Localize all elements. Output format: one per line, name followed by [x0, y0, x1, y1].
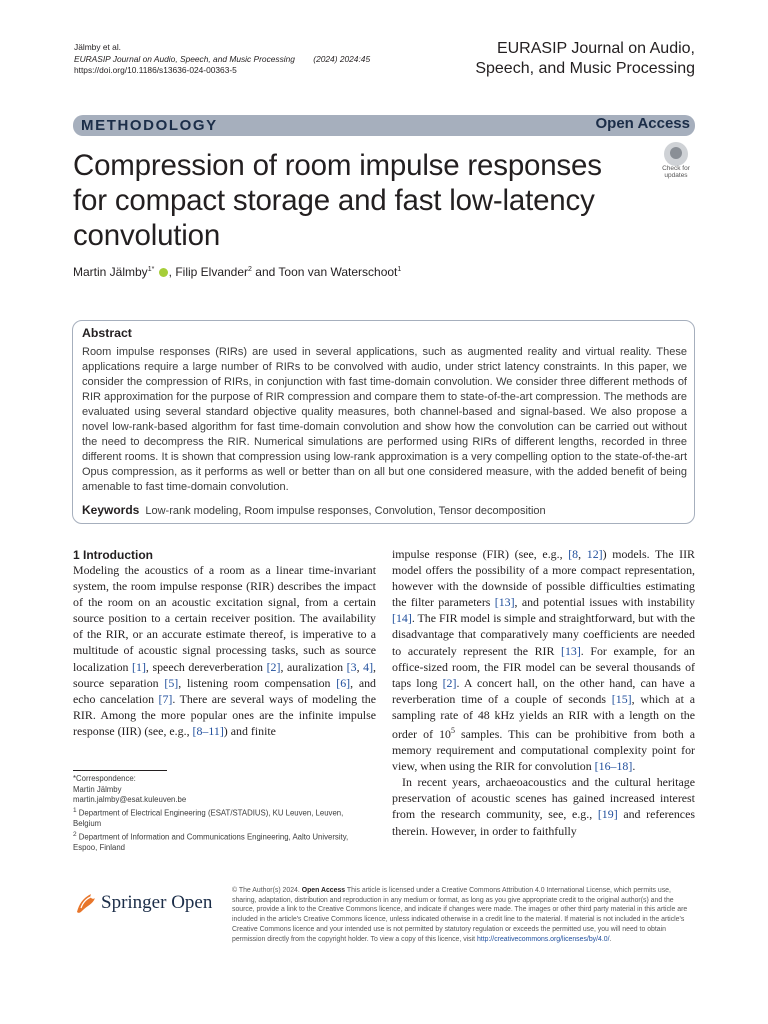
citation-link[interactable]: [13] [560, 643, 581, 658]
author-affiliation-sup: 2 [248, 266, 252, 273]
check-updates-line1: Check for [662, 165, 690, 172]
citation-link[interactable]: 4] [363, 659, 374, 674]
affiliation-text: Department of Electrical Engineering (ESAT/STADIUS), KU Leuven, Leuven, Belgium [73, 808, 344, 828]
article-type: METHODOLOGY [81, 117, 218, 134]
author-affiliation-sup: 1* [147, 266, 155, 273]
citation-link[interactable]: [13] [494, 595, 515, 610]
citation-link[interactable]: [2] [442, 675, 457, 690]
license-link[interactable]: http://creativecommons.org/licenses/by/4.0/ [476, 935, 610, 943]
author-name[interactable]: Filip Elvander [175, 265, 249, 279]
correspondence-email[interactable]: martin.jalmby@esat.kuleuven.be [73, 795, 187, 805]
citation-link[interactable]: [3 [346, 659, 357, 674]
article-title: Compression of room impulse responses for compact storage and fast low-latency convolution [73, 149, 602, 252]
license-end: . [609, 935, 612, 943]
journal-name-line2: Speech, and Music Processing [475, 60, 695, 77]
springer-horse-icon [73, 888, 99, 916]
correspondence-name: Martin Jälmby [73, 784, 122, 794]
citation-link[interactable]: [1] [132, 659, 146, 674]
license-copyright: © The Author(s) 2024. [232, 887, 300, 894]
publisher-name-text: Springer [101, 892, 167, 913]
paragraph: Modeling the acoustics of a room as a linear time-invariant system, the room impulse response (RIR) describes the impact of the room on an acoustic excitation signal, from a certain source position to a certain receiver position. The availability of the RIR, or an accurate estimate thereof, is imperative to a multitude of acoustic signal processing tasks, such as source localization [1], speech dereverberation [2], auralization [3, 4], source separation [5], listening room compensation [6], and echo cancelation [7]. There are several ways of modeling the RIR. Among the more popular ones are the infinite impulse response (IIR) (see, e.g., [8–11]) and finite [73, 563, 377, 738]
publisher-name [101, 892, 212, 914]
abstract-text: Room impulse responses (RIRs) are used in several applications, such as augmented reality and virtual reality. These applications require a large number of RIRs to be convolved with audio, under strict latency constraints. In this paper, we consider the compression of RIRs, in conjunction with fast time-domain convolution. We consider three different methods of RIR approximation for the purpose of RIR compression and compare them to state-of-the-art compression. The methods are evaluated using several standard objective quality measures, both channel-based and signal-based. We also propose a novel low-rank-based algorithm for fast time-domain convolution and show how the convolution can be carried out without the need to decompress the RIR. Numerical simulations are performed using RIRs of different lengths, recorded in three different rooms. It is shown that compression using low-rank approximation is a very compelling option to the state-of-the-art Opus compression, as it performs as well or better than on all but one considered measure, with the added benefit of being amenable to fast time-domain convolution. [82, 346, 687, 493]
check-updates-line2: updates [664, 172, 688, 179]
license-text [232, 886, 696, 944]
header-authors: Jälmby et al. [74, 42, 122, 52]
citation-link[interactable]: [16–18] [594, 759, 633, 774]
check-updates-label [656, 165, 696, 179]
section-heading: 1 Introduction [73, 548, 153, 562]
citation-link[interactable]: [6] [336, 675, 351, 690]
header-citation [74, 54, 370, 66]
superscript: 5 [450, 726, 455, 736]
keywords-line [82, 503, 687, 517]
keywords-label: Keywords [82, 503, 140, 517]
license-body: This article is licensed under a Creative Commons Attribution 4.0 International License, which permits use, sharing, adaptation, distribution and reproduction in any medium or format, as long as you give appropriate credit to the original author(s) and the source, provide a link to the Creative Commons licence, and indicate if changes were made. The images or other third party material in this article are included in the article's Creative Commons licence, unless indicated otherwise in a credit line to the material. If material is not included in the article's Creative Commons licence and your intended use is not permitted by statutory regulation or exceeds the permitted use, you will need to obtain permission directly from the copyright holder. To view a copy of this licence, visit [232, 887, 688, 943]
body-column-left [73, 562, 376, 739]
affiliation-number: 1 [73, 806, 77, 814]
paragraph: In recent years, archaeoacoustics and the cultural heritage preservation of acoustic scenes has gained increased interest from the research community, see, e.g., [19] and references therein. However, in order to faithfully [392, 775, 695, 838]
journal-name [435, 39, 695, 79]
author-name[interactable]: Martin Jälmby [73, 265, 148, 279]
citation-link[interactable]: [2] [266, 659, 281, 674]
citation-link[interactable]: [5] [164, 675, 179, 690]
author-separator: , [168, 265, 176, 279]
body-column-right [392, 546, 695, 839]
paragraph: impulse response (FIR) (see, e.g., [8, 12]) models. The IIR model offers the possibility of a more compact representation, however with the downside of possible difficulties estimating the filter parameters [13], and potential issues with instability [14]. The FIR model is simple and straightforward, but with the disadvantage that comparatively many coefficients are needed to accurately represent the RIR [13]. For example, for an office-sized room, the FIR model can be several thousands of taps long [2]. A concert hall, on the other hand, can have a reverberation time of a couple of seconds [15], which at a sampling rate of 48 kHz yields an RIR with a length on the order of $10^5$ samples. This can be prohibitive from both a memory requirement and computational complexity point for view, when using the RIR for convolution [16–18]. [392, 547, 696, 774]
citation-link[interactable]: [14] [392, 611, 412, 626]
citation-link[interactable]: [15] [611, 691, 632, 706]
open-access-label: Open Access [595, 115, 690, 132]
check-for-updates-button[interactable] [656, 142, 696, 180]
footnote-divider [73, 770, 167, 771]
author-name[interactable]: Toon van Waterschoot [278, 265, 398, 279]
orcid-icon[interactable] [159, 268, 168, 277]
abstract-heading: Abstract [82, 326, 132, 340]
keywords-list: Low-rank modeling, Room impulse responses, Convolution, Tensor decomposition [145, 505, 546, 517]
citation-link[interactable]: [8 [568, 547, 579, 561]
license-open-access: Open Access [301, 887, 346, 894]
abstract-box [72, 320, 695, 524]
citation-link[interactable]: [8–11] [192, 723, 224, 738]
author-separator: and [251, 265, 279, 279]
author-list [73, 265, 401, 279]
affiliation-number: 2 [73, 830, 77, 838]
affiliation-text: Department of Information and Communications Engineering, Aalto University, Espoo, Finland [73, 832, 349, 852]
affiliation-2 [73, 830, 373, 854]
citation-link[interactable]: 12] [586, 547, 603, 561]
running-header [74, 42, 370, 77]
affiliation-1 [73, 806, 373, 830]
journal-name-line1: EURASIP Journal on Audio, [496, 40, 695, 57]
correspondence-label: *Correspondence: [73, 774, 136, 783]
author-affiliation-sup: 1 [397, 266, 402, 273]
header-doi-link[interactable]: https://doi.org/10.1186/s13636-024-00363-5 [74, 65, 237, 76]
citation-link[interactable]: [7] [158, 691, 173, 706]
publisher-suffix: Open [171, 892, 213, 913]
citation-link[interactable]: [19] [597, 807, 618, 822]
check-updates-icon-inner [670, 147, 682, 159]
header-journal: EURASIP Journal on Audio, Speech, and Music Processing [74, 53, 295, 64]
article-type-bar [73, 115, 695, 136]
footnotes [73, 774, 373, 853]
header-year-volume: (2024) 2024:45 [313, 53, 371, 64]
